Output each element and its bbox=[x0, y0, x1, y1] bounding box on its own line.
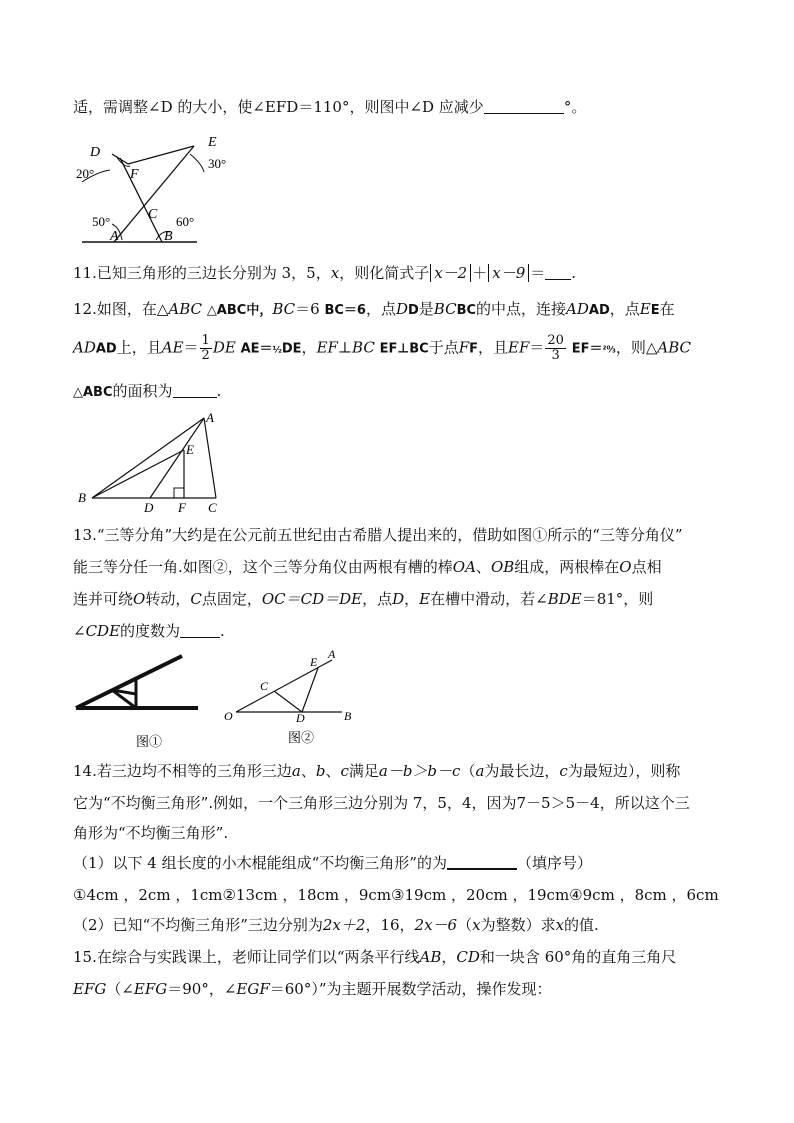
q12-bc6: BC＝6 bbox=[324, 303, 366, 318]
q14-text-a: 14.若三边均不相等的三角形三边 bbox=[73, 762, 292, 780]
q10-angle-50: 50° bbox=[92, 214, 111, 229]
q14-expr-1: 2x＋2 bbox=[322, 916, 366, 934]
q12-d: D bbox=[395, 300, 408, 318]
q12-d-bold: D bbox=[407, 303, 419, 318]
q12-ef-bold: EF⊥BC bbox=[379, 341, 429, 357]
q14-ineq: a－b＞b－c bbox=[378, 762, 461, 780]
q12-de: DE bbox=[212, 338, 236, 357]
q14-p2-text-b: ，16， bbox=[365, 916, 415, 934]
q14-b: b bbox=[315, 762, 326, 780]
q13-fig-c: C bbox=[260, 679, 269, 693]
q13-eqs: OC＝CD＝DE bbox=[261, 590, 363, 608]
q14-line-2 bbox=[73, 792, 690, 814]
q11-abs-2: x－9 bbox=[488, 264, 529, 282]
q12-bc-2: BC bbox=[433, 300, 457, 318]
q11-text: 11.已知三角形的三边长分别为 3，5，x，则化简式子 x－2 ＋ x－9 ＝ . bbox=[73, 264, 577, 282]
q12-half-den: 2 bbox=[201, 348, 210, 363]
q14-part-1 bbox=[73, 852, 592, 874]
q12-f-bold: F bbox=[469, 341, 479, 357]
q12-bc: BC bbox=[272, 300, 296, 318]
q12-f: F bbox=[458, 338, 470, 357]
q14-x: x bbox=[472, 916, 481, 934]
q13-sep: 、 bbox=[475, 558, 491, 576]
q12-fig-e: E bbox=[186, 442, 194, 457]
q13-c: C bbox=[190, 590, 202, 608]
q12-text-f: 在 bbox=[659, 300, 675, 318]
q10-prompt: 适，需调整∠D 的大小，使∠EFD＝110°，则图中∠D 应减少 bbox=[73, 98, 484, 116]
q12-ad-bold-2: AD bbox=[95, 341, 117, 357]
q12-text-a: 12.如图，在△ bbox=[73, 300, 169, 318]
q12-ad-bold: AD bbox=[588, 303, 610, 318]
q12-bc-3: BC bbox=[352, 338, 375, 357]
q10-figure bbox=[72, 135, 227, 246]
q15-sep: ， bbox=[441, 948, 457, 966]
q10-label-e: E bbox=[208, 135, 217, 150]
q12-fig-b: B bbox=[78, 490, 86, 505]
q15-text-c: （∠ bbox=[106, 980, 134, 998]
q11-mid: ，则化简式子 bbox=[339, 264, 430, 282]
q12-abc: ABC bbox=[168, 300, 203, 318]
q12-frac-small: ²⁰⁄₃ bbox=[602, 345, 616, 356]
q13-text-j: ＝81°，则 bbox=[581, 590, 654, 608]
q14-a: a bbox=[291, 762, 301, 780]
q13-text-c: 点相 bbox=[631, 558, 662, 576]
q13-ob: OB bbox=[490, 558, 515, 576]
q13-period: . bbox=[220, 622, 225, 640]
q12-frac bbox=[545, 334, 566, 363]
q10-answer-blank[interactable] bbox=[484, 97, 564, 114]
q15-line-1 bbox=[73, 946, 676, 968]
q10-label-f: F bbox=[130, 167, 139, 182]
q14-line-1 bbox=[73, 760, 680, 782]
q14-p1-text: （1）以下 4 组长度的小木棍能组成“不均衡三角形”的为 bbox=[73, 854, 447, 872]
q11-answer-blank[interactable] bbox=[545, 263, 571, 280]
q14-options: ①4cm ，2cm ，1cm②13cm ，18cm ，9cm③19cm ，20cm ，19cm④9cm ，8cm ，6cm bbox=[73, 886, 719, 904]
q12-ef: EF bbox=[316, 338, 338, 357]
q12-de-bold: DE bbox=[281, 341, 302, 357]
q14-text-e: 为最短边），则称 bbox=[567, 762, 681, 780]
q12-ad-3: AD bbox=[73, 338, 96, 357]
q12-fig-c: C bbox=[208, 500, 217, 515]
q13-oa: OA bbox=[452, 558, 476, 576]
q13-bde: BDE bbox=[547, 590, 582, 608]
q13-fig2-caption: 图② bbox=[288, 730, 315, 745]
q13-e: E bbox=[419, 590, 431, 608]
q12-text-c: ，点 bbox=[365, 300, 396, 318]
q14-a-2: a bbox=[475, 762, 485, 780]
q13-text-b: 组成，两根棒在 bbox=[514, 558, 620, 576]
q12-figure bbox=[74, 410, 234, 516]
q15-line-2 bbox=[73, 978, 552, 1000]
q12-half-frac bbox=[200, 334, 212, 363]
q12-line-3 bbox=[73, 380, 221, 404]
q10-angle-60: 60° bbox=[176, 214, 195, 229]
q12-half-small: ½ bbox=[272, 345, 282, 356]
q15-efg-angle: EFG bbox=[133, 980, 168, 998]
q14-x-2: x bbox=[555, 916, 565, 934]
q12-ad: AD bbox=[566, 300, 589, 318]
q14-c-2: c bbox=[559, 762, 568, 780]
q12-half-num: 1 bbox=[201, 333, 210, 348]
q12-text-g: 上，且 bbox=[116, 338, 162, 357]
q10-label-a: A bbox=[110, 229, 119, 244]
q14-c: c bbox=[340, 762, 349, 780]
q12-eq: ＝ bbox=[183, 338, 199, 357]
q12-text-k: ，则△ bbox=[615, 338, 658, 357]
q12-bc-bold: BC bbox=[456, 303, 477, 318]
q12-frac-den: 3 bbox=[551, 348, 560, 363]
q14-p2-text-a: （2）已知“不均衡三角形”三边分别为 bbox=[73, 916, 323, 934]
q12-eq6: ＝6 bbox=[295, 300, 320, 318]
q13-fig-a: A bbox=[328, 647, 336, 661]
q14-sep-2: 、 bbox=[325, 762, 341, 780]
q13-d: D bbox=[392, 590, 405, 608]
q13-angle-sym: ∠ bbox=[73, 622, 86, 640]
q12-frac-num: 20 bbox=[547, 333, 564, 348]
q10-label-b: B bbox=[164, 229, 173, 244]
q12-text-i: 于点 bbox=[428, 338, 459, 357]
q13-text-h: ， bbox=[404, 590, 420, 608]
q14-text-g: ，所以这个三 bbox=[599, 794, 690, 812]
q12-abc-bold: △ABC bbox=[73, 385, 113, 400]
q11-abs-1: x－2 bbox=[430, 264, 471, 282]
q13-fig1-caption: 图① bbox=[136, 734, 163, 749]
q12-line-1: 12.如图，在△ABC △ABC中，BC＝6 BC＝6，点DD是BCBC的中点，连接ADAD，点EE在 bbox=[73, 300, 675, 318]
q13-figure-1 bbox=[74, 650, 204, 750]
q13-text-i: 在槽中滑动，若∠ bbox=[430, 590, 548, 608]
q13-line-2 bbox=[73, 556, 662, 578]
q10-text bbox=[73, 96, 586, 118]
q12-ae-bold: AE＝ bbox=[240, 341, 273, 357]
q13-text-e: 转动， bbox=[145, 590, 191, 608]
q15-efg: EFG bbox=[73, 980, 107, 998]
q14-text-c: （ bbox=[460, 762, 476, 780]
q13-line-3 bbox=[73, 588, 653, 610]
q15-text-d: ＝90°，∠ bbox=[167, 980, 237, 998]
q13-fig-o: O bbox=[224, 709, 233, 723]
q11-prompt: 11.已知三角形的三边长分别为 3，5， bbox=[73, 264, 331, 282]
q15-cd: CD bbox=[456, 948, 480, 966]
q12-text-b: △ABC中， bbox=[206, 303, 273, 318]
q14-line-3: 角形为“不均衡三角形”. bbox=[73, 824, 229, 842]
q10-label-d: D bbox=[90, 145, 101, 160]
q12-text-j: ，且 bbox=[478, 338, 509, 357]
q15-egf-angle: EGF bbox=[236, 980, 270, 998]
q12-e: E bbox=[639, 300, 651, 318]
q10-angle-30: 30° bbox=[208, 156, 227, 171]
q12-period: . bbox=[216, 382, 222, 400]
q12-e-bold: E bbox=[650, 303, 660, 318]
q13-o: O bbox=[619, 558, 632, 576]
q15-ab: AB bbox=[419, 948, 442, 966]
q13-text-k: 的度数为 bbox=[120, 622, 181, 640]
q13-o-2: O bbox=[133, 590, 146, 608]
q12-fig-f: F bbox=[178, 500, 186, 515]
q14-expr-2: 2x－6 bbox=[414, 916, 458, 934]
q15-text-e: ＝60°）”为主题开展数学活动，操作发现： bbox=[269, 980, 552, 998]
q14-p1-tail: （填序号） bbox=[516, 854, 592, 872]
q13-fig-d: D bbox=[296, 711, 305, 725]
q12-ef-2: EF bbox=[508, 338, 530, 357]
q14-answer-blank[interactable] bbox=[447, 852, 517, 870]
q13-line-4 bbox=[73, 620, 225, 642]
q13-fig-e: E bbox=[310, 655, 318, 669]
q13-figure-2 bbox=[222, 648, 372, 748]
q12-text-d: 的中点，连接 bbox=[476, 300, 567, 318]
q14-p2-text-e: 的值. bbox=[564, 916, 599, 934]
q12-fig-d: D bbox=[144, 500, 154, 515]
q13-line-1: 13.“三等分角”大约是在公元前五世纪由古希腊人提出来的，借助如图①所示的“三等分角仪” bbox=[73, 526, 683, 544]
q11-equals: ＝ bbox=[530, 264, 546, 282]
q10-label-c: C bbox=[148, 207, 158, 222]
q14-text-d: 为最长边， bbox=[484, 762, 560, 780]
q12-eq-2: ＝ bbox=[529, 338, 545, 357]
q12-perp: ⊥ bbox=[337, 338, 353, 357]
q13-text-g: ，点 bbox=[362, 590, 393, 608]
q12-answer-blank[interactable] bbox=[173, 381, 217, 398]
q12-text-e: ，点 bbox=[609, 300, 640, 318]
q12-ae: AE bbox=[161, 338, 184, 357]
q14-sep-1: 、 bbox=[300, 762, 316, 780]
q12-text-l: 的面积为 bbox=[112, 382, 173, 400]
q14-part-2 bbox=[73, 914, 599, 936]
q14-text-f: 它为“不均衡三角形”.例如，一个三角形三边分别为 7，5，4，因为 bbox=[73, 794, 517, 812]
q12-line-2 bbox=[73, 334, 691, 363]
q12-abc-2: ABC bbox=[657, 338, 692, 357]
q11-var: x bbox=[330, 264, 340, 282]
q13-text-d: 连并可绕 bbox=[73, 590, 134, 608]
q12-ef-bold-2: EF＝ bbox=[571, 341, 603, 357]
q13-answer-blank[interactable] bbox=[180, 621, 220, 638]
q12-fig-a: A bbox=[206, 410, 214, 425]
q14-text-b: 满足 bbox=[348, 762, 379, 780]
q15-text-b: 和一块含 60°角的直角三角尺 bbox=[479, 948, 677, 966]
q13-fig-b: B bbox=[344, 709, 352, 723]
q14-example: 7－5＞5－4 bbox=[516, 794, 600, 812]
q10-angle-20: 20° bbox=[76, 166, 95, 181]
q13-text-f: 点固定， bbox=[201, 590, 262, 608]
q14-p2-text-d: 为整数）求 bbox=[480, 916, 556, 934]
q10-tail: °。 bbox=[563, 98, 587, 116]
q12-text-h: ， bbox=[301, 338, 317, 357]
q14-p2-text-c: （ bbox=[457, 916, 473, 934]
q11-plus: ＋ bbox=[472, 264, 488, 282]
q13-text-a: 能三等分任一角.如图②，这个三等分角仪由两根有槽的棒 bbox=[73, 558, 453, 576]
q13-cde: CDE bbox=[85, 622, 121, 640]
q15-text-a: 15.在综合与实践课上，老师让同学们以“两条平行线 bbox=[73, 948, 420, 966]
